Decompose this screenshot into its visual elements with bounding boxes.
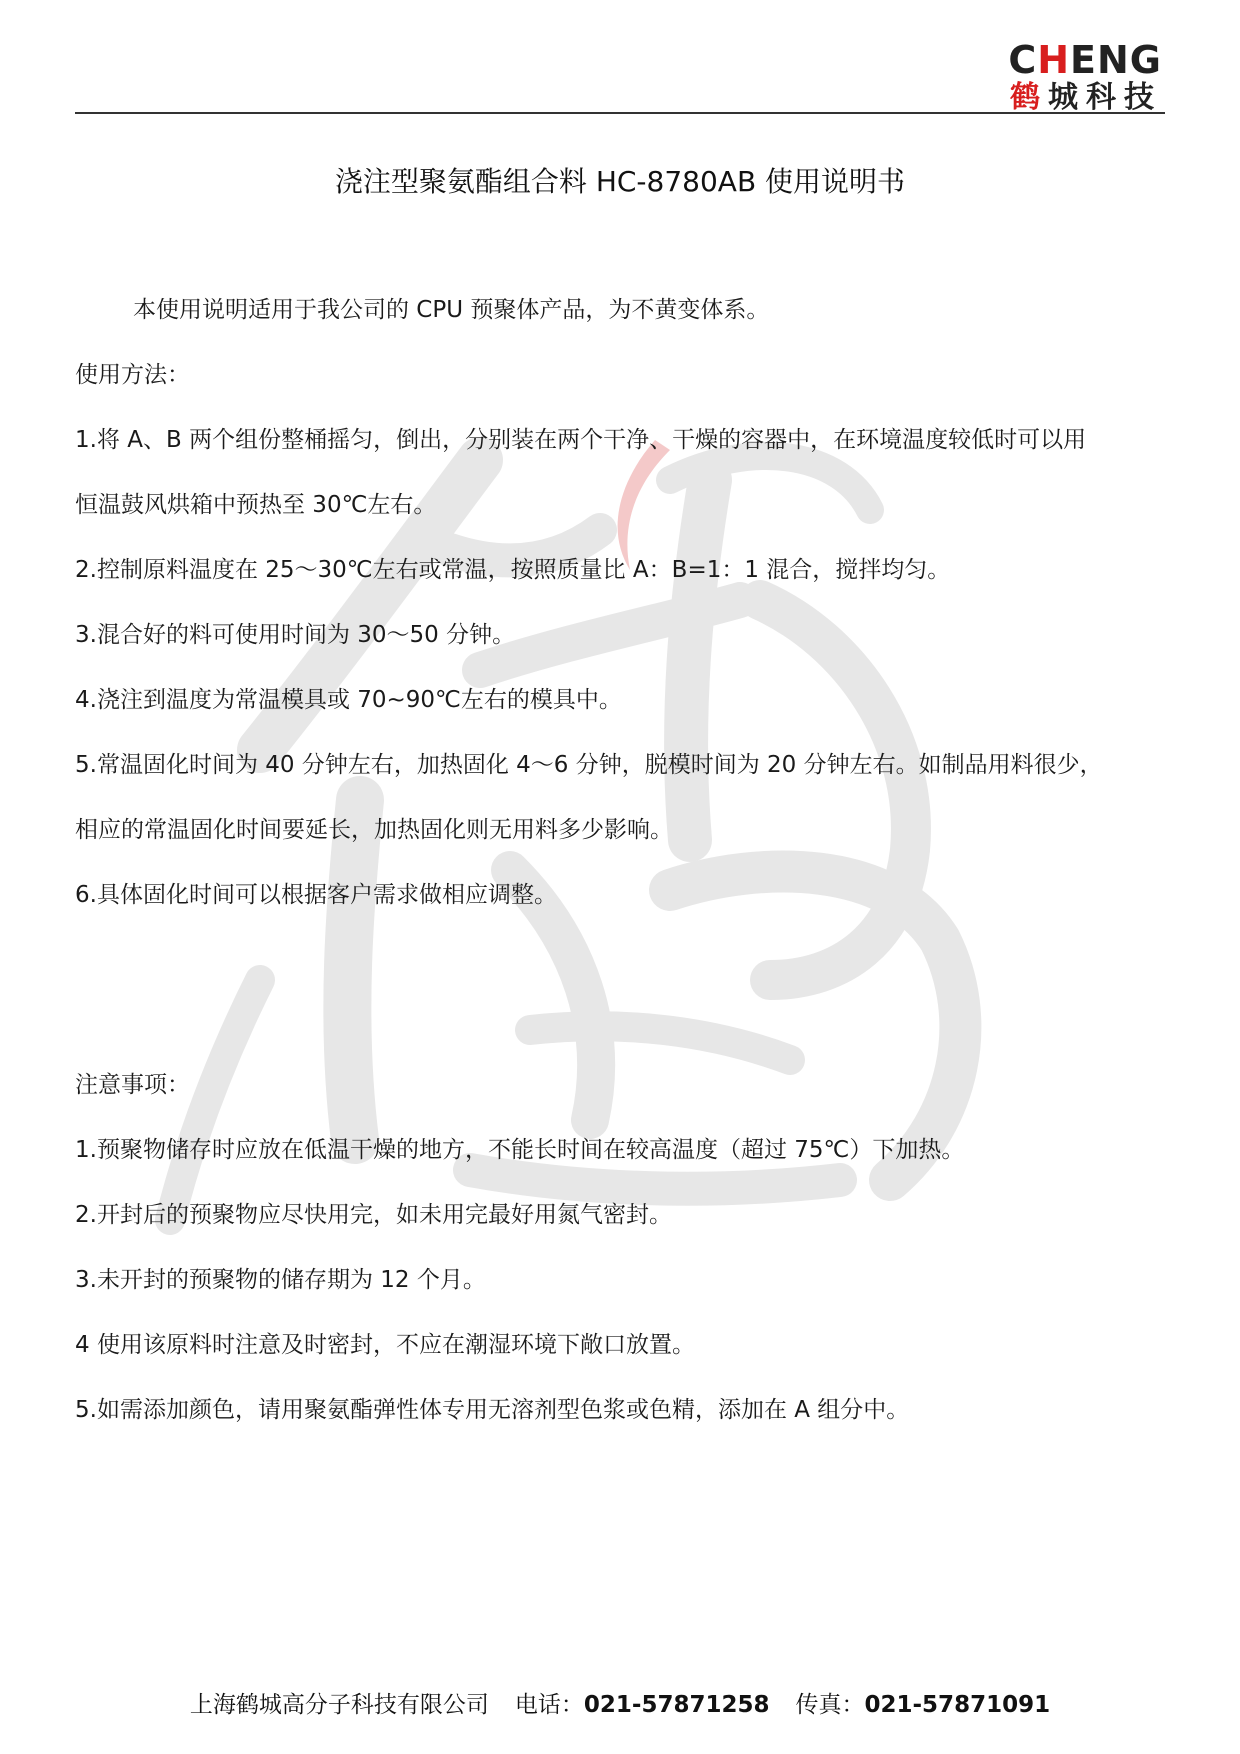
footer-fax-label: 传真： [795,1692,865,1718]
notes-line: 5.如需添加颜色，请用聚氨酯弹性体专用无溶剂型色浆或色精，添加在 A 组分中。 [75,1397,910,1423]
intro-paragraph: 本使用说明适用于我公司的 CPU 预聚体产品，为不黄变体系。 [133,297,770,323]
notes-heading: 注意事项： [75,1072,190,1098]
usage-line: 1.将 A、B 两个组份整桶摇匀，倒出，分别装在两个干净、干燥的容器中，在环境温度较低时可以用 [75,427,1087,453]
usage-line: 5.常温固化时间为 40 分钟左右，加热固化 4～6 分钟，脱模时间为 20 分钟左右。如制品用料很少， [75,752,1103,778]
document-body [75,288,1175,1453]
usage-line: 2.控制原料温度在 25～30℃左右或常温，按照质量比 A：B=1：1 混合，搅拌均匀。 [75,557,951,583]
header-divider [75,112,1165,114]
notes-line: 1.预聚物储存时应放在低温干燥的地方，不能长时间在较高温度（超过 75℃）下加热。 [75,1137,965,1163]
company-logo [962,40,1162,116]
usage-line: 恒温鼓风烘箱中预热至 30℃左右。 [75,492,437,518]
usage-line: 3.混合好的料可使用时间为 30～50 分钟。 [75,622,516,648]
document-title: 浇注型聚氨酯组合料 HC-8780AB 使用说明书 [334,165,906,198]
page-footer [0,1686,1240,1719]
footer-phone-label: 电话： [514,1692,584,1718]
logo-chinese-text: 鹤城科技 [1010,80,1162,115]
usage-heading: 使用方法： [75,362,190,388]
footer-fax: 021-57871091 [864,1692,1051,1718]
logo-english-text: CHENG [1008,38,1162,82]
usage-line: 4.浇注到温度为常温模具或 70~90℃左右的模具中。 [75,687,622,713]
notes-line: 2.开封后的预聚物应尽快用完，如未用完最好用氮气密封。 [75,1202,672,1228]
footer-company: 上海鹤城高分子科技有限公司 [189,1692,489,1718]
usage-line: 6.具体固化时间可以根据客户需求做相应调整。 [75,882,557,908]
footer-phone: 021-57871258 [583,1692,770,1718]
notes-line: 4 使用该原料时注意及时密封，不应在潮湿环境下敞口放置。 [75,1332,695,1358]
section-spacer [75,938,1175,1063]
notes-line: 3.未开封的预聚物的储存期为 12 个月。 [75,1267,486,1293]
usage-line: 相应的常温固化时间要延长，加热固化则无用料多少影响。 [75,817,673,843]
